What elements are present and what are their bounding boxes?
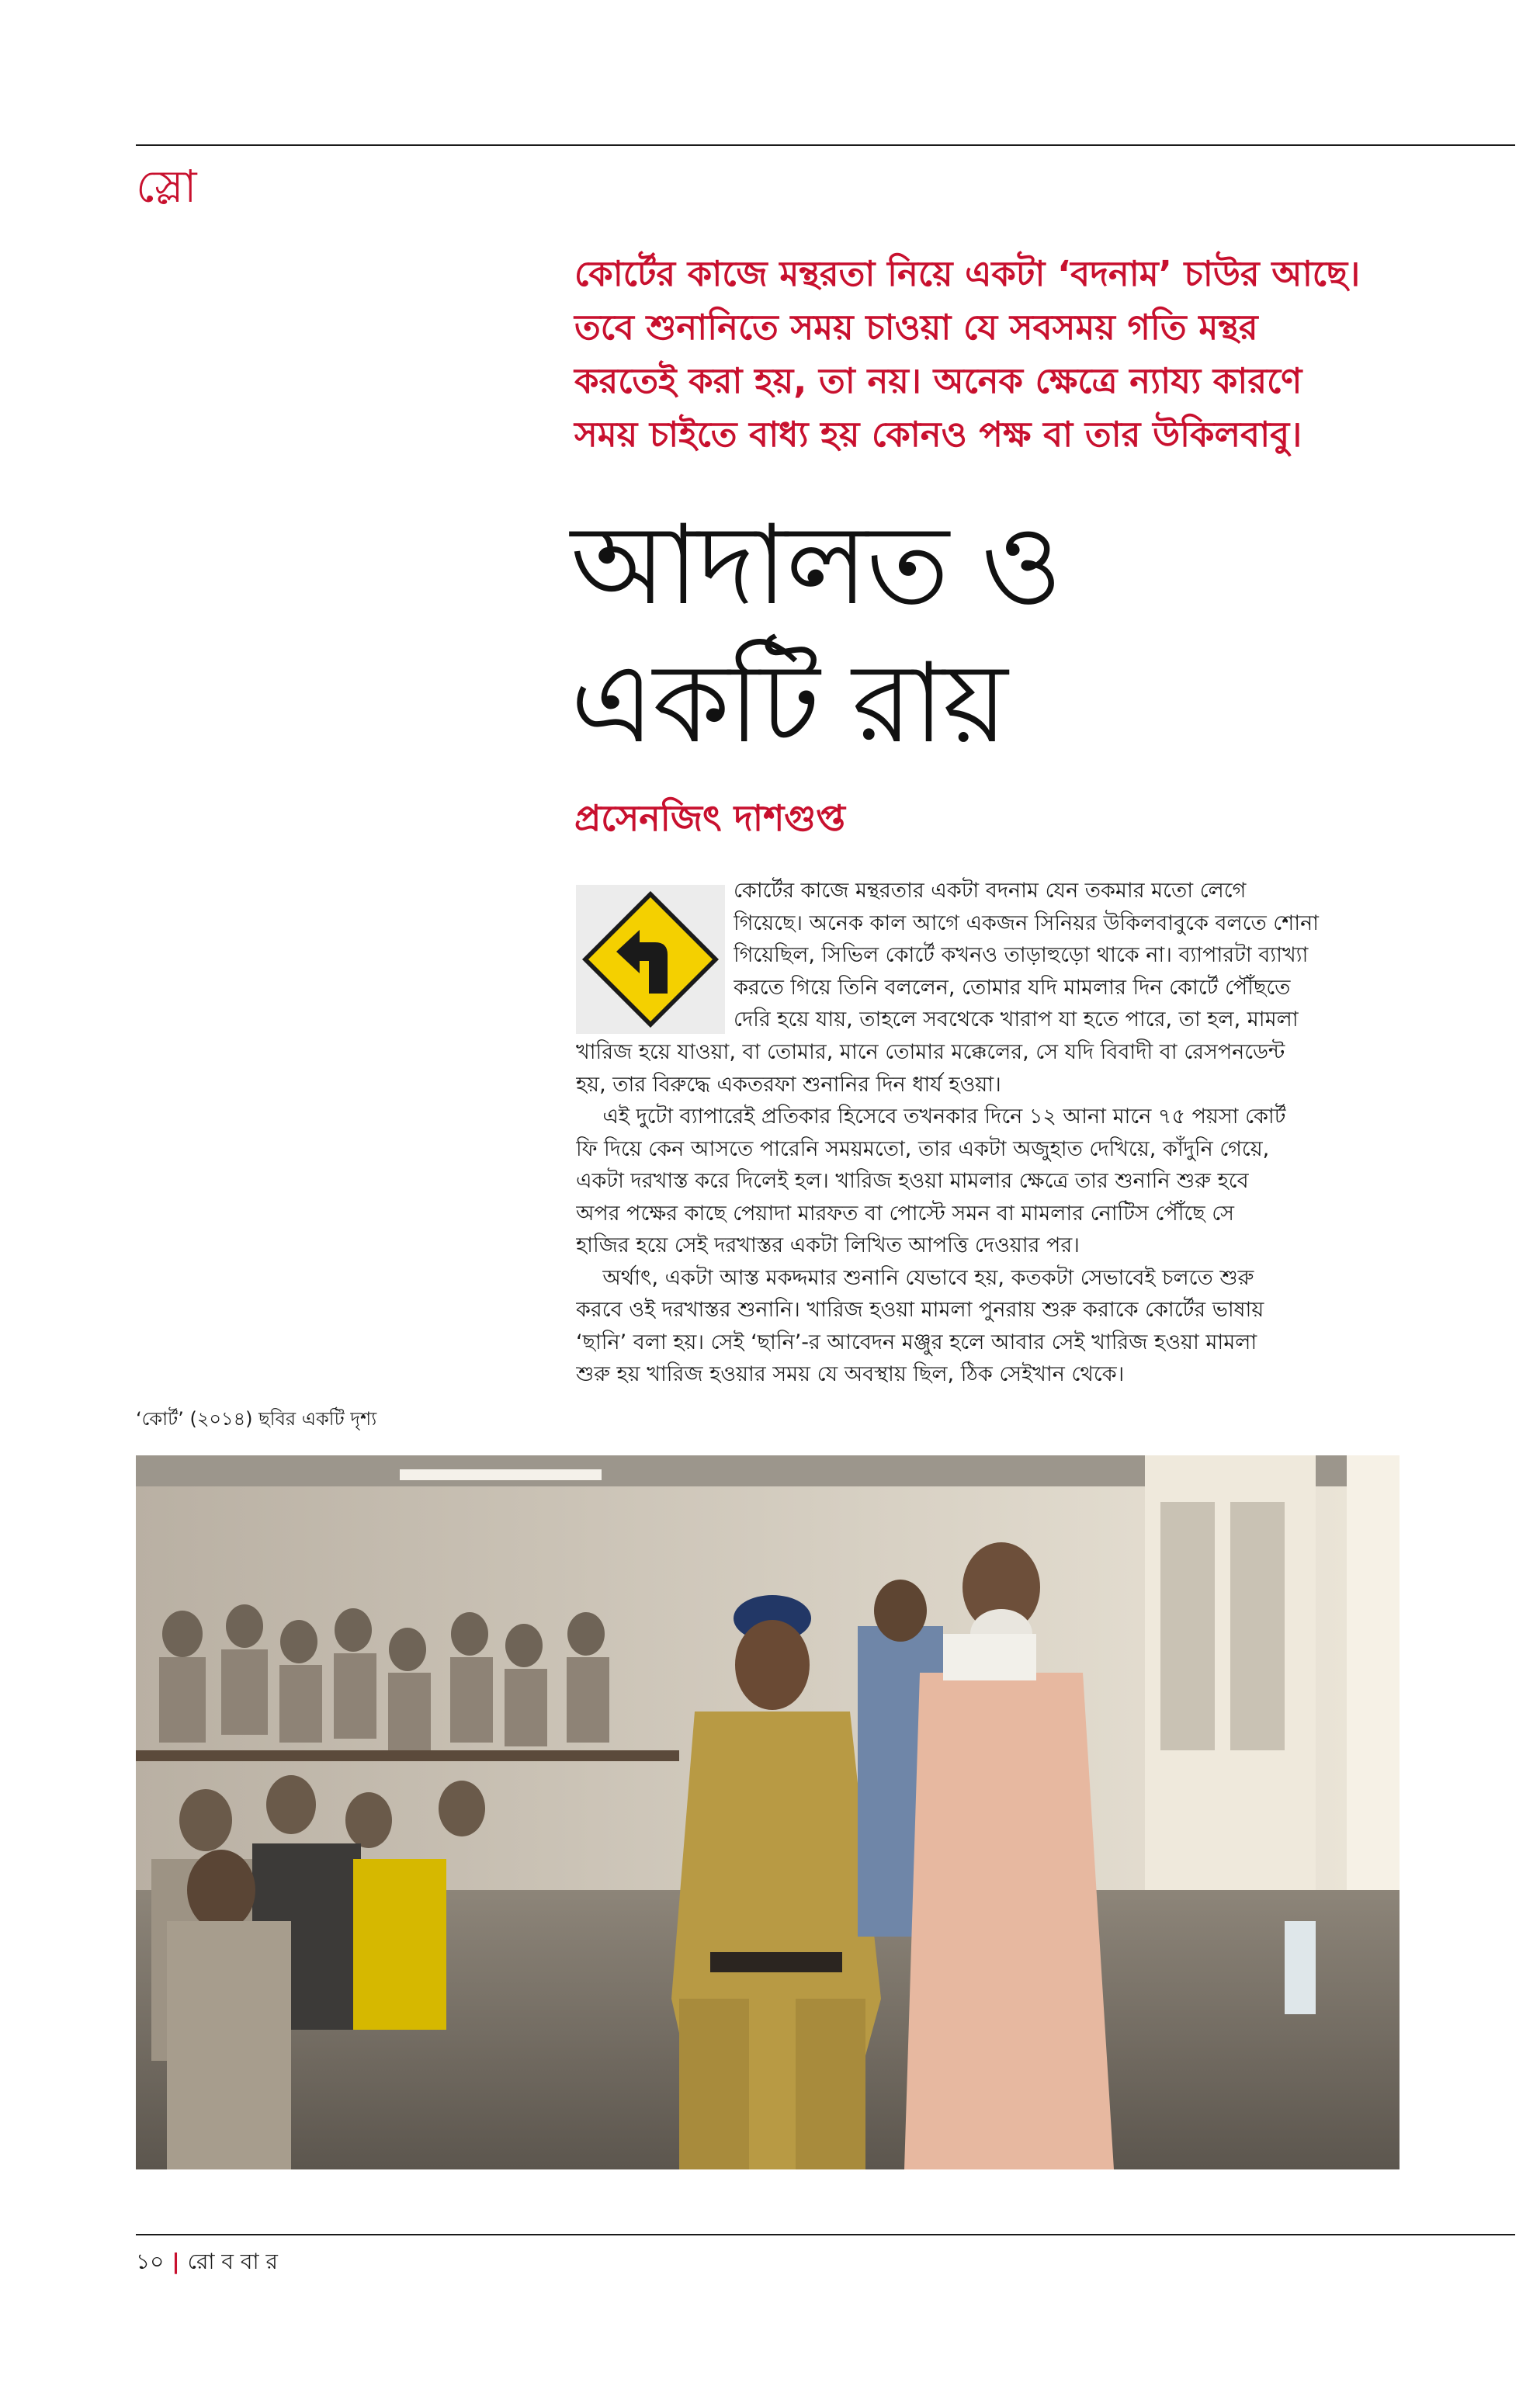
body-line: ফি দিয়ে কেন আসতে পারেনি সময়মতো, তার একটা অজুহাত দেখিয়ে, কাঁদুনি গেয়ে, bbox=[576, 1136, 1270, 1161]
body-line: এই দুটো ব্যাপারেই প্রতিকার হিসেবে তখনকার দিনে ১২ আনা মানে ৭৫ পয়সা কোর্ট bbox=[576, 1105, 1286, 1129]
section-label: স্লো bbox=[136, 160, 197, 213]
body-line: দেরি হয়ে যায়, তাহলে সবথেকে খারাপ যা হতে পারে, তা হল, মামলা bbox=[734, 1007, 1299, 1032]
body-line: গিয়েছে। অনেক কাল আগে একজন সিনিয়র উকিলবাবুকে বলতে শোনা bbox=[734, 910, 1320, 935]
body-line: অর্থাৎ, একটা আস্ত মকদ্দমার শুনানি যেভাবে হয়, কতকটা সেভাবেই চলতে শুরু bbox=[576, 1265, 1254, 1290]
photo-caption: ‘কোর্ট’ (২০১৪) ছবির একটি দৃশ্য bbox=[136, 1408, 377, 1430]
page-number: ১০ bbox=[136, 2249, 165, 2274]
body-line: হয়, তার বিরুদ্ধে একতরফা শুনানির দিন ধার্য হওয়া। bbox=[576, 1072, 1001, 1097]
body-line: অপর পক্ষের কাছে পেয়াদা মারফত বা পোস্টে সমন বা মামলার নোটিস পৌঁছে সে bbox=[576, 1201, 1234, 1226]
standfirst-line: সময় চাইতে বাধ্য হয় কোনও পক্ষ বা তার উকিলবাবু। bbox=[574, 414, 1302, 455]
page-footer bbox=[136, 2245, 278, 2281]
courtroom-photo bbox=[136, 1455, 1400, 2169]
body-text-intro bbox=[734, 875, 1479, 1036]
standfirst-line: কোর্টের কাজে মন্থরতা নিয়ে একটা ‘বদনাম’ চাউর আছে। bbox=[574, 253, 1361, 294]
magazine-name: রো ব বা র bbox=[187, 2249, 278, 2274]
body-line: ‘ছানি’ বলা হয়। সেই ‘ছানি’-র আবেদন মঞ্জুর হলে আবার সেই খারিজ হওয়া মামলা bbox=[576, 1330, 1257, 1354]
body-line: একটা দরখাস্ত করে দিলেই হল। খারিজ হওয়া মামলার ক্ষেত্রে তার শুনানি শুরু হবে bbox=[576, 1169, 1249, 1193]
body-line: হাজির হয়ে সেই দরখাস্তর একটা লিখিত আপত্তি দেওয়ার পর। bbox=[576, 1233, 1080, 1257]
headline-line: একটি রায় bbox=[571, 640, 1007, 768]
bottom-rule bbox=[136, 2234, 1515, 2235]
standfirst-line: তবে শুনানিতে সময় চাওয়া যে সবসময় গতি মন্থর bbox=[574, 307, 1258, 348]
body-line: করবে ওই দরখাস্তর শুনানি। খারিজ হওয়া মামলা পুনরায় শুরু করাকে কোর্টের ভাষায় bbox=[576, 1298, 1264, 1322]
body-line: গিয়েছিল, সিভিল কোর্টে কখনও তাড়াহুড়ো থাকে না। ব্যাপারটা ব্যাখ্যা bbox=[734, 943, 1309, 967]
top-rule bbox=[136, 144, 1515, 146]
standfirst bbox=[574, 247, 1490, 461]
byline: প্রসেনজিৎ দাশগুপ্ত bbox=[574, 797, 845, 839]
headline bbox=[571, 497, 1424, 773]
left-turn-sign-icon bbox=[576, 885, 725, 1034]
body-line: কোর্টের কাজে মন্থরতার একটা বদনাম যেন তকমার মতো লেগে bbox=[734, 879, 1247, 903]
body-line: করতে গিয়ে তিনি বললেন, তোমার যদি মামলার দিন কোর্টে পৌঁছতে bbox=[734, 975, 1291, 1000]
body-text-main bbox=[576, 1036, 1480, 1391]
body-line: খারিজ হয়ে যাওয়া, বা তোমার, মানে তোমার মক্কেলের, সে যদি বিবাদী বা রেসপনডেন্ট bbox=[576, 1040, 1285, 1064]
headline-line: আদালত ও bbox=[571, 501, 1061, 629]
folio-separator: | bbox=[172, 2249, 180, 2274]
body-line: শুরু হয় খারিজ হওয়ার সময় যে অবস্থায় ছিল, ঠিক সেইখান থেকে। bbox=[576, 1362, 1125, 1386]
standfirst-line: করতেই করা হয়, তা নয়। অনেক ক্ষেত্রে ন্যায্য কারণে bbox=[574, 360, 1302, 401]
